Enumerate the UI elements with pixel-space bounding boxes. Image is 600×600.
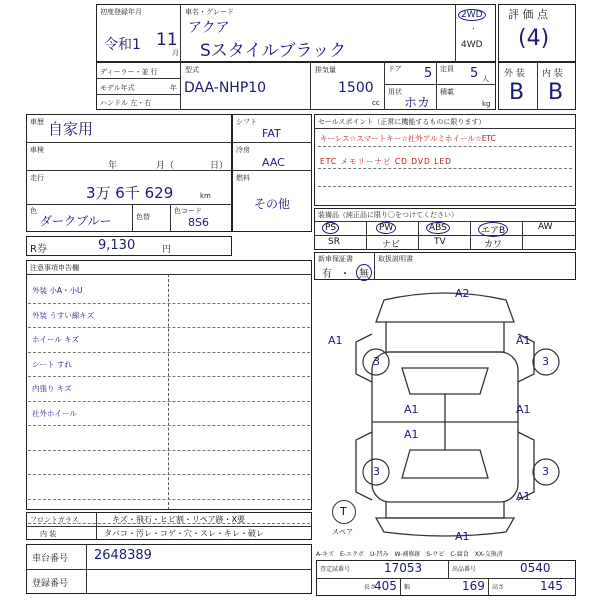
fuel-value: その他 — [254, 197, 291, 211]
notes-title: 注意事項申告欄 — [30, 264, 79, 272]
note-line: 外装 小A・小U — [32, 286, 83, 295]
inspection-no-label: 査定試番号 — [320, 566, 351, 573]
displacement-label: 排気量 — [315, 66, 336, 74]
equip-sr: SR — [328, 237, 340, 247]
equip-pw: PW — [376, 222, 396, 234]
windshield-value: キズ・飛石・ヒビ割・リペア跡・X要 — [112, 515, 246, 524]
type-value: DAA-NHP10 — [184, 80, 267, 96]
capacity-unit: 人 — [482, 75, 489, 83]
first-reg-era: 令和1 — [104, 37, 141, 53]
sales-points-title: セールスポイント（正常に機能するものに限ります） — [318, 118, 486, 126]
register-no: 0540 — [520, 561, 551, 575]
door-value: 5 — [424, 66, 433, 81]
displacement-value: 1500 — [338, 80, 374, 96]
inspection-no: 17053 — [384, 561, 423, 575]
exterior-grade-label: 外 装 — [504, 69, 525, 79]
capacity-value: 5 — [470, 66, 479, 81]
exterior-grade: B — [509, 80, 525, 105]
warranty-label: 新車保証書 — [318, 255, 353, 263]
warranty-no: 無 — [356, 264, 372, 281]
car-history-value: 自家用 — [48, 120, 94, 138]
drive-dot: ・ — [470, 25, 477, 33]
interior-grade-label: 内 装 — [542, 69, 563, 79]
use-value: ホカ — [404, 96, 431, 111]
first-reg-label: 初度登録年月 — [100, 8, 142, 16]
model-year-label: モデル年式 — [100, 84, 135, 92]
color-code: 8S6 — [188, 216, 209, 229]
windshield-label: フロントガラス — [30, 516, 79, 524]
reg-label: 登録番号 — [32, 579, 69, 589]
mileage-label: 走行 — [30, 174, 44, 182]
equipment-title: 装備品（純正品に限り〇をつけてください） — [318, 211, 458, 219]
sales-point-line-1: キーレス☆スマートキー☆社外アルミホイール☆ETC — [320, 134, 496, 143]
equip-navi: ナビ — [382, 240, 401, 250]
note-line: ホイール キズ — [32, 335, 80, 344]
height-label: 高さ — [492, 584, 505, 591]
mark-right-fender: A1 — [516, 334, 531, 347]
mark-right-front-door: A1 — [516, 403, 531, 416]
spare-label: スペア — [332, 528, 353, 536]
equip-airbag: エアB — [478, 222, 508, 237]
note-line: 内張り キズ — [32, 384, 72, 393]
note-line: シート すれ — [32, 359, 72, 369]
load-label: 積載 — [440, 88, 454, 96]
mark-rear-left-wheel: 3 — [373, 465, 380, 478]
recycle-value: 9,130 — [98, 238, 136, 253]
type-label: 型式 — [185, 66, 199, 74]
first-reg-month-unit: 月 — [172, 49, 179, 57]
use-label: 用状 — [388, 88, 402, 96]
mark-front-door: A1 — [404, 403, 419, 416]
warranty-sep: ・ — [340, 269, 350, 280]
ac-value: AAC — [262, 156, 285, 169]
model-year-unit: 年 — [170, 84, 177, 92]
fuel-label: 燃料 — [236, 174, 250, 182]
mark-front-left-wheel: 3 — [373, 355, 380, 368]
car-name-label: 車名・グレード — [185, 8, 234, 16]
chassis-value: 2648389 — [94, 548, 152, 563]
color-code-label: 色コード — [174, 207, 202, 215]
width-value: 169 — [462, 579, 485, 593]
drive-2wd: 2WD — [458, 9, 486, 21]
mileage-unit: km — [200, 192, 211, 200]
drive-4wd: 4WD — [461, 40, 483, 50]
car-name: アクア — [188, 20, 230, 36]
mark-rear-right-wheel: 3 — [542, 465, 549, 478]
score-value: (4) — [518, 26, 550, 51]
car-grade: Sスタイルブラック — [200, 41, 347, 61]
handle-label: ハンドル 左・右 — [100, 99, 152, 107]
inspection-month: 月（ — [156, 161, 175, 171]
chassis-label: 車台番号 — [32, 554, 69, 564]
manual-label: 取扱説明書 — [378, 255, 413, 263]
inspection-day: 日） — [210, 161, 229, 171]
note-line: 外装 うすい線キズ — [32, 310, 95, 320]
mileage-value: 3万 6千 629 — [86, 184, 174, 202]
color-change-label: 色替 — [136, 213, 150, 221]
ac-label: 冷房 — [236, 146, 250, 154]
shift-label: シフト — [236, 118, 257, 126]
mark-rear-bumper: A1 — [455, 530, 470, 543]
door-label: ドア — [388, 65, 402, 73]
color-label: 色 — [30, 207, 37, 215]
score-label: 評 価 点 — [508, 8, 548, 21]
damage-legend: A-キズ E-エクボ U-凹み W-補修跡 S-サビ C-腐食 XX-交換済 — [316, 551, 503, 558]
mark-front-right-wheel: 3 — [542, 355, 549, 368]
sales-point-line-2: ETC メモリーナビ CD DVD LED — [320, 157, 452, 166]
load-unit: kg — [482, 100, 491, 108]
interior-damage-label: 内 装 — [40, 530, 57, 538]
mark-right-rear-quarter: A1 — [516, 490, 531, 503]
color-value: ダークブルー — [40, 214, 112, 228]
mark-hood: A2 — [455, 287, 470, 300]
interior-grade: B — [548, 80, 564, 105]
width-label: 幅 — [404, 584, 411, 591]
damage-diagram — [314, 282, 576, 542]
dealer-label: ディーラー・並 行 — [100, 68, 158, 76]
inspection-year: 年 — [108, 161, 118, 171]
equip-abs: ABS — [426, 222, 450, 234]
shift-value: FAT — [262, 127, 281, 140]
note-line: 社外ホイール — [32, 408, 77, 418]
recycle-label: R券 — [30, 244, 47, 255]
register-no-label: 出品番号 — [452, 566, 477, 573]
spare-symbol: T — [340, 505, 347, 518]
length-label: 長さ — [364, 584, 377, 591]
interior-damage-value: タバコ・汚レ・コゲ・穴・スレ・キレ・破レ — [104, 529, 264, 538]
first-reg-month: 11 — [156, 30, 178, 50]
equip-aw: AW — [538, 222, 553, 232]
inspection-label: 車検 — [30, 146, 44, 154]
warranty-box — [314, 252, 576, 280]
mark-rear-door: A1 — [404, 428, 419, 441]
height-value: 145 — [540, 579, 563, 593]
recycle-unit: 円 — [162, 245, 172, 255]
car-history-label: 車歴 — [30, 118, 44, 126]
capacity-label: 定員 — [440, 65, 454, 73]
equip-leather: カワ — [484, 240, 503, 250]
mark-left-fender: A1 — [328, 334, 343, 347]
equip-tv: TV — [434, 237, 446, 247]
warranty-yes: 有 — [322, 269, 332, 280]
length-value: 405 — [374, 579, 397, 593]
displacement-unit: cc — [372, 99, 380, 107]
equip-ps: PS — [322, 222, 339, 234]
